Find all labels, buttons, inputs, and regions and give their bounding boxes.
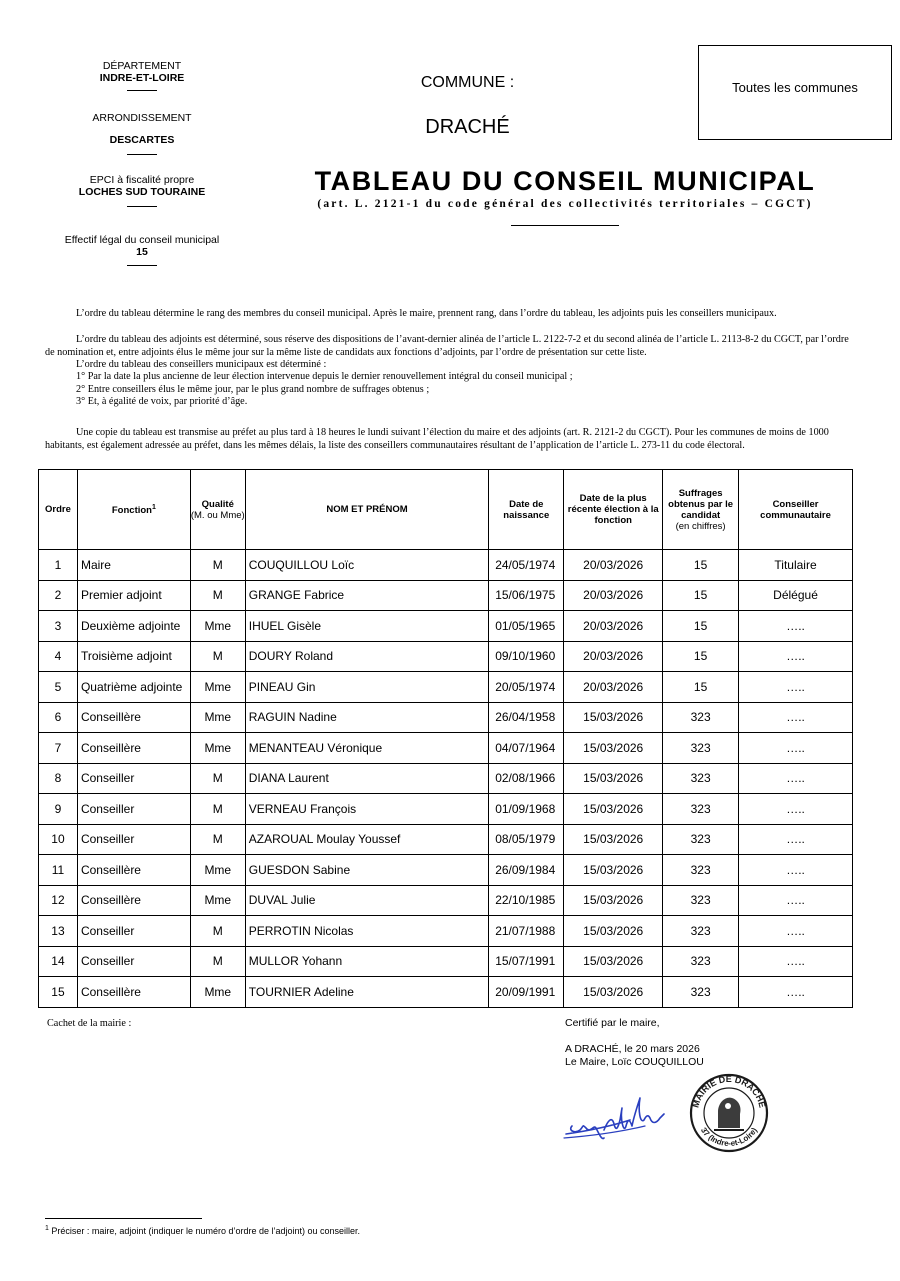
table-row — [39, 580, 853, 611]
cell-qualite: Mme — [190, 733, 245, 764]
table-row — [39, 946, 853, 977]
cell-fonction: Deuxième adjointe — [77, 611, 190, 642]
cell-nom: GRANGE Fabrice — [245, 580, 489, 611]
cell-qualite: M — [190, 550, 245, 581]
table-row — [39, 733, 853, 764]
cell-election: 20/03/2026 — [564, 611, 663, 642]
cell-fonction: Conseillère — [77, 977, 190, 1008]
header-fonction-label: Fonction — [111, 505, 152, 517]
cell-conseiller: ….. — [739, 824, 853, 855]
cell-qualite: Mme — [190, 702, 245, 733]
cell-suffrages: 323 — [663, 916, 739, 947]
cell-conseiller: ….. — [739, 794, 853, 825]
cell-ordre: 2 — [39, 580, 78, 611]
cell-conseiller: ….. — [739, 611, 853, 642]
cell-naissance: 20/05/1974 — [489, 672, 564, 703]
commune-name: DRACHÉ — [425, 116, 510, 138]
cell-fonction: Conseiller — [77, 946, 190, 977]
cell-conseiller: ….. — [739, 763, 853, 794]
cell-nom: AZAROUAL Moulay Youssef — [245, 824, 489, 855]
effectif-label: Effectif légal du conseil municipal — [64, 234, 220, 246]
footnote-divider — [45, 1218, 202, 1219]
cell-election: 15/03/2026 — [564, 916, 663, 947]
cell-naissance: 02/08/1966 — [489, 763, 564, 794]
cell-election: 20/03/2026 — [564, 550, 663, 581]
cell-election: 20/03/2026 — [564, 641, 663, 672]
signataire: Le Maire, Loïc COUQUILLOU — [565, 1056, 704, 1068]
cell-suffrages: 323 — [663, 794, 739, 825]
footnote — [45, 1225, 360, 1236]
intro-paragraph-5: 2° Entre conseillers élus le même jour, par le plus grand nombre de suffrages obtenus ; — [76, 384, 430, 395]
footnote-text: Préciser : maire, adjoint (indiquer le numéro d’ordre de l’adjoint) ou conseiller. — [48, 1226, 361, 1236]
arrondissement-label: ARRONDISSEMENT — [92, 112, 192, 124]
table-row — [39, 916, 853, 947]
header-suffrages — [663, 470, 739, 550]
cell-conseiller: ….. — [739, 855, 853, 886]
intro-paragraph-2: L’ordre du tableau des adjoints est déterminé, sous réserve des dispositions de l’avant-dernier alinéa de l’article L. 2122-7-2 et du second alinéa de l’article L. 2113-8-2 du CGCT, par l’ordre de nomination et, entre adjoints élus le même jour sur la même liste de candidats aux fonctions d’adjoints, par l’ordre de présentation sur cette liste. — [45, 334, 849, 358]
title-divider — [511, 225, 619, 226]
cell-naissance: 26/04/1958 — [489, 702, 564, 733]
cell-ordre: 9 — [39, 794, 78, 825]
signature-image — [560, 1090, 675, 1145]
cell-ordre: 3 — [39, 611, 78, 642]
cell-nom: MENANTEAU Véronique — [245, 733, 489, 764]
intro-paragraph-7: Une copie du tableau est transmise au préfet au plus tard à 18 heures le lundi suivant l’élection du maire et des adjoints (art. R. 2121-2 du CGCT). Pour les communes de moins de 1000 habitants, est également adressée au préfet, dans les mêmes délais, la liste des conseillers communautaires résultant de l’application de l’article L. 273-11 du code électoral. — [45, 427, 829, 451]
header-suffrages-sub: (en chiffres) — [675, 520, 726, 532]
cell-fonction: Conseiller — [77, 824, 190, 855]
header-ordre: Ordre — [39, 470, 78, 550]
cachet-label: Cachet de la mairie : — [47, 1018, 132, 1029]
header-fonction — [77, 470, 190, 550]
mairie-stamp — [688, 1072, 770, 1154]
intro-paragraph-1: L’ordre du tableau détermine le rang des membres du conseil municipal. Après le maire, prennent rang, dans l’ordre du tableau, les adjoints puis les conseillers municipaux. — [76, 308, 777, 319]
cell-conseiller: Délégué — [739, 580, 853, 611]
page-subtitle: (art. L. 2121-1 du code général des collectivités territoriales – CGCT) — [317, 198, 813, 210]
cell-suffrages: 323 — [663, 885, 739, 916]
cell-ordre: 7 — [39, 733, 78, 764]
cell-suffrages: 323 — [663, 946, 739, 977]
cell-nom: RAGUIN Nadine — [245, 702, 489, 733]
cell-fonction: Troisième adjoint — [77, 641, 190, 672]
cell-election: 15/03/2026 — [564, 763, 663, 794]
cell-election: 15/03/2026 — [564, 885, 663, 916]
cell-fonction: Conseillère — [77, 855, 190, 886]
page-title: TABLEAU DU CONSEIL MUNICIPAL — [314, 166, 816, 196]
cell-suffrages: 323 — [663, 733, 739, 764]
table-body — [39, 550, 853, 1008]
cell-ordre: 5 — [39, 672, 78, 703]
intro-paragraph-4: 1° Par la date la plus ancienne de leur élection intervenue depuis le dernier renouvellement intégral du conseil municipal ; — [76, 371, 573, 382]
cell-qualite: M — [190, 641, 245, 672]
cell-naissance: 21/07/1988 — [489, 916, 564, 947]
arrondissement-block — [52, 112, 232, 155]
cell-naissance: 22/10/1985 — [489, 885, 564, 916]
cell-conseiller: ….. — [739, 885, 853, 916]
cell-ordre: 4 — [39, 641, 78, 672]
lieu-date: A DRACHÉ, le 20 mars 2026 — [565, 1043, 700, 1055]
table-row — [39, 885, 853, 916]
svg-text:MAIRIE DE DRACHÉ: MAIRIE DE DRACHÉ — [690, 1073, 768, 1109]
cell-qualite: Mme — [190, 855, 245, 886]
table-row — [39, 702, 853, 733]
departement-label: DÉPARTEMENT — [102, 60, 182, 72]
cell-suffrages: 15 — [663, 611, 739, 642]
header-nom: NOM ET PRÉNOM — [245, 470, 489, 550]
cell-ordre: 14 — [39, 946, 78, 977]
header-election: Date de la plus récente élection à la fonction — [564, 470, 663, 550]
cell-naissance: 15/06/1975 — [489, 580, 564, 611]
cell-election: 15/03/2026 — [564, 702, 663, 733]
cell-suffrages: 323 — [663, 702, 739, 733]
cell-qualite: Mme — [190, 977, 245, 1008]
cell-conseiller: ….. — [739, 977, 853, 1008]
cell-fonction: Conseiller — [77, 916, 190, 947]
cell-election: 15/03/2026 — [564, 855, 663, 886]
cell-suffrages: 323 — [663, 855, 739, 886]
cell-ordre: 13 — [39, 916, 78, 947]
commune-label: COMMUNE : — [420, 74, 515, 91]
cell-nom: PINEAU Gin — [245, 672, 489, 703]
arrondissement-value: DESCARTES — [109, 134, 175, 146]
cell-ordre: 12 — [39, 885, 78, 916]
svg-text:37 (Indre-et-Loire): 37 (Indre-et-Loire) — [698, 1125, 760, 1149]
cell-conseiller: ….. — [739, 641, 853, 672]
cell-conseiller: ….. — [739, 946, 853, 977]
table-row — [39, 763, 853, 794]
certification-label: Certifié par le maire, — [565, 1017, 660, 1029]
footnote-ref: 1 — [151, 504, 156, 512]
cell-suffrages: 15 — [663, 672, 739, 703]
cell-ordre: 1 — [39, 550, 78, 581]
cell-suffrages: 323 — [663, 977, 739, 1008]
epci-value: LOCHES SUD TOURAINE — [78, 186, 206, 198]
cell-fonction: Quatrième adjointe — [77, 672, 190, 703]
cell-qualite: M — [190, 763, 245, 794]
cell-conseiller: ….. — [739, 702, 853, 733]
cell-conseiller: ….. — [739, 672, 853, 703]
table-row — [39, 855, 853, 886]
epci-block — [52, 174, 232, 207]
intro-paragraph-6: 3° Et, à égalité de voix, par priorité d’âge. — [76, 396, 248, 407]
cell-election: 15/03/2026 — [564, 733, 663, 764]
cell-fonction: Conseillère — [77, 702, 190, 733]
cell-election: 15/03/2026 — [564, 824, 663, 855]
cell-nom: MULLOR Yohann — [245, 946, 489, 977]
cell-qualite: Mme — [190, 611, 245, 642]
conseil-table — [38, 469, 853, 1008]
cell-election: 20/03/2026 — [564, 672, 663, 703]
cell-qualite: M — [190, 794, 245, 825]
cell-naissance: 04/07/1964 — [489, 733, 564, 764]
effectif-block — [52, 234, 232, 266]
cell-fonction: Conseillère — [77, 885, 190, 916]
cell-suffrages: 15 — [663, 580, 739, 611]
header-conseiller: Conseiller communautaire — [739, 470, 853, 550]
cell-conseiller: ….. — [739, 733, 853, 764]
cell-nom: VERNEAU François — [245, 794, 489, 825]
cell-naissance: 01/05/1965 — [489, 611, 564, 642]
cell-naissance: 08/05/1979 — [489, 824, 564, 855]
cell-election: 15/03/2026 — [564, 977, 663, 1008]
cell-nom: PERROTIN Nicolas — [245, 916, 489, 947]
header-qualite-sub: (M. ou Mme) — [190, 509, 245, 521]
table-row — [39, 794, 853, 825]
cell-election: 15/03/2026 — [564, 794, 663, 825]
header-qualite — [190, 470, 245, 550]
cell-nom: COUQUILLOU Loïc — [245, 550, 489, 581]
departement-value: INDRE-ET-LOIRE — [99, 72, 185, 84]
divider — [127, 154, 157, 155]
cell-nom: GUESDON Sabine — [245, 855, 489, 886]
table-row — [39, 550, 853, 581]
cell-suffrages: 15 — [663, 550, 739, 581]
divider — [127, 90, 157, 91]
cell-ordre: 10 — [39, 824, 78, 855]
cell-naissance: 24/05/1974 — [489, 550, 564, 581]
header-naissance: Date de naissance — [489, 470, 564, 550]
cell-suffrages: 323 — [663, 763, 739, 794]
effectif-value: 15 — [136, 246, 148, 258]
table-header-row — [39, 470, 853, 550]
cell-conseiller: ….. — [739, 916, 853, 947]
communes-box-text: Toutes les communes — [732, 80, 858, 95]
cell-naissance: 01/09/1968 — [489, 794, 564, 825]
table-row — [39, 672, 853, 703]
header-suffrages-label: Suffrages obtenus par le candidat — [668, 487, 734, 521]
cell-nom: IHUEL Gisèle — [245, 611, 489, 642]
footnote-mark: 1 — [45, 1225, 49, 1232]
cell-nom: TOURNIER Adeline — [245, 977, 489, 1008]
table-row — [39, 641, 853, 672]
cell-fonction: Premier adjoint — [77, 580, 190, 611]
cell-nom: DOURY Roland — [245, 641, 489, 672]
cell-nom: DUVAL Julie — [245, 885, 489, 916]
cell-naissance: 09/10/1960 — [489, 641, 564, 672]
table-row — [39, 824, 853, 855]
cell-qualite: M — [190, 580, 245, 611]
cell-suffrages: 15 — [663, 641, 739, 672]
departement-block — [52, 60, 232, 91]
divider — [127, 265, 157, 266]
cell-election: 15/03/2026 — [564, 946, 663, 977]
cell-naissance: 26/09/1984 — [489, 855, 564, 886]
cell-fonction: Conseiller — [77, 763, 190, 794]
intro-paragraph-3: L’ordre du tableau des conseillers municipaux est déterminé : — [76, 359, 327, 370]
cell-fonction: Maire — [77, 550, 190, 581]
cell-naissance: 15/07/1991 — [489, 946, 564, 977]
cell-suffrages: 323 — [663, 824, 739, 855]
certification-block — [565, 1017, 704, 1069]
epci-label: EPCI à fiscalité propre — [89, 174, 195, 186]
cell-election: 20/03/2026 — [564, 580, 663, 611]
cell-ordre: 15 — [39, 977, 78, 1008]
cell-naissance: 20/09/1991 — [489, 977, 564, 1008]
header-qualite-label: Qualité — [201, 498, 234, 510]
table-row — [39, 977, 853, 1008]
cell-ordre: 8 — [39, 763, 78, 794]
cell-qualite: M — [190, 946, 245, 977]
cell-conseiller: Titulaire — [739, 550, 853, 581]
cell-ordre: 11 — [39, 855, 78, 886]
divider — [127, 206, 157, 207]
cell-qualite: M — [190, 916, 245, 947]
communes-box — [698, 45, 892, 140]
cell-qualite: Mme — [190, 672, 245, 703]
cell-fonction: Conseillère — [77, 733, 190, 764]
cell-nom: DIANA Laurent — [245, 763, 489, 794]
cell-ordre: 6 — [39, 702, 78, 733]
cell-qualite: Mme — [190, 885, 245, 916]
table-row — [39, 611, 853, 642]
cell-qualite: M — [190, 824, 245, 855]
cell-fonction: Conseiller — [77, 794, 190, 825]
